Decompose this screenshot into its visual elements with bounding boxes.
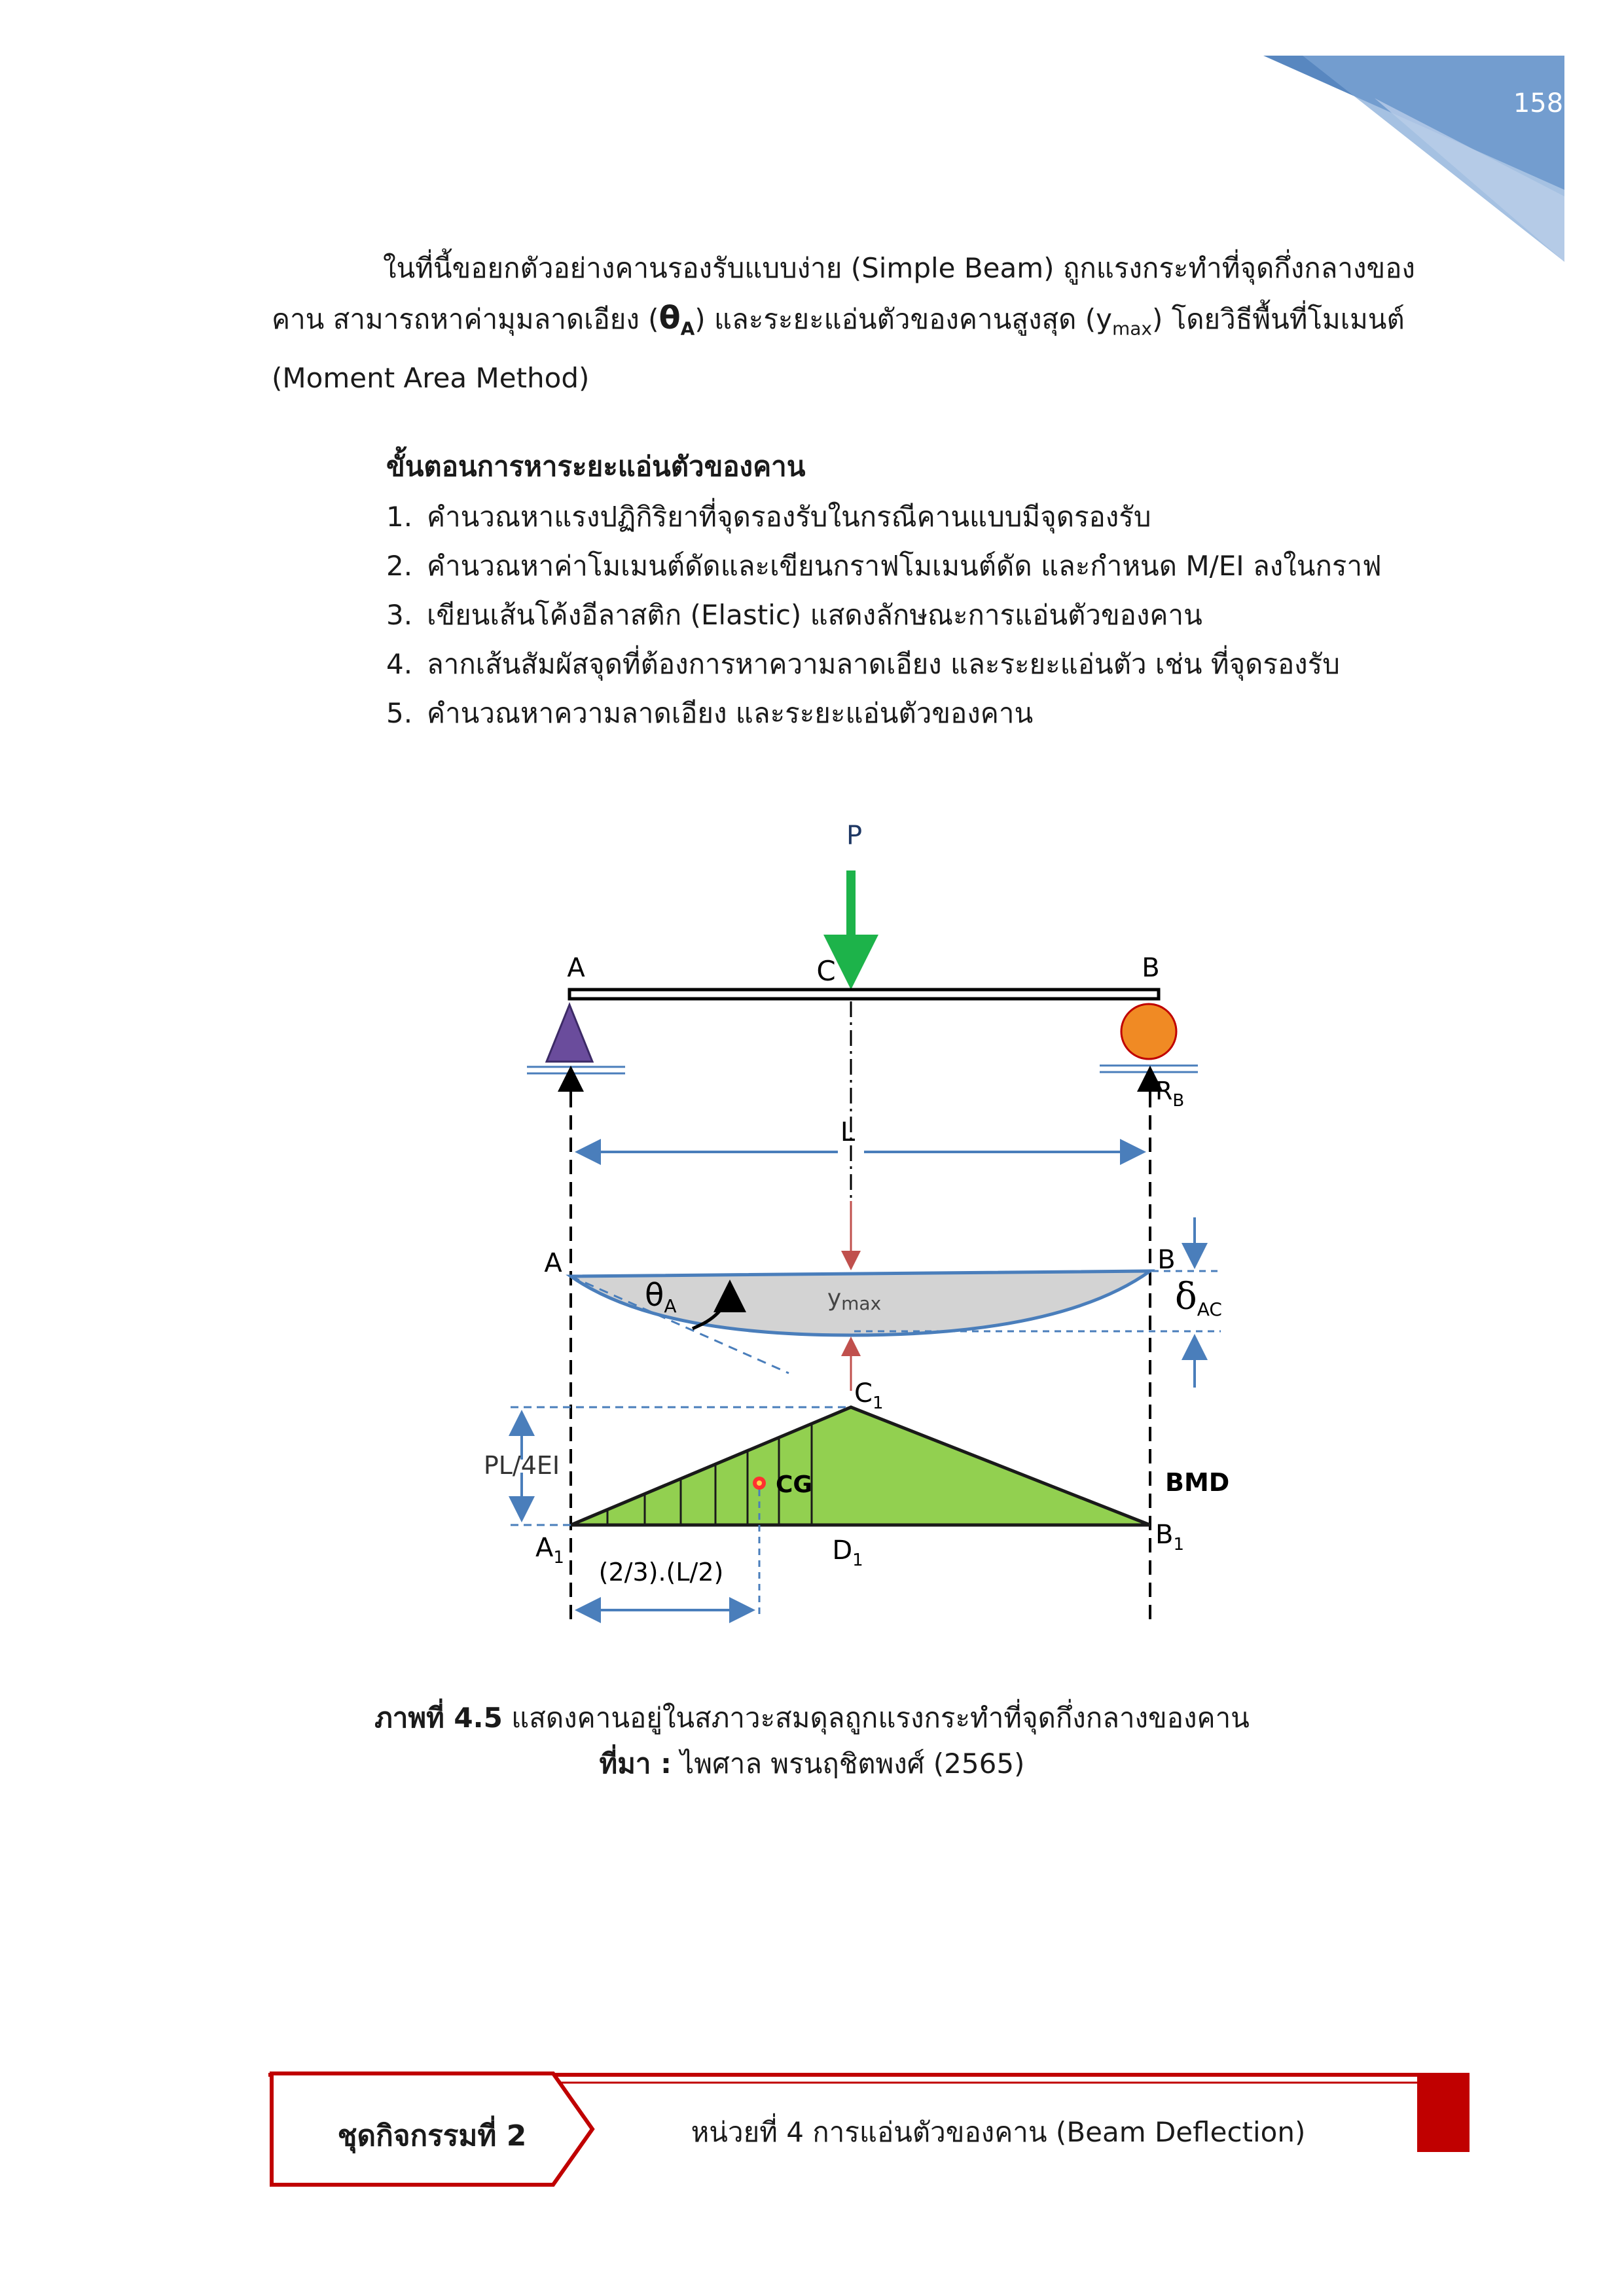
source-text: ไพศาล พรนฤชิตพงศ์ (2565)	[671, 1748, 1025, 1780]
beam	[569, 990, 1159, 999]
label-c: C	[816, 955, 836, 987]
steps-title: ขั้นตอนการหาระยะแอ่นตัวของคาน	[386, 450, 806, 482]
delta-label: δAC	[1175, 1276, 1222, 1320]
label-a-top: A	[567, 953, 585, 983]
step-number: 4.	[386, 648, 413, 680]
steps-list	[386, 492, 1382, 738]
b1-label: $B_1$	[1155, 1520, 1184, 1554]
step-number: 5.	[386, 697, 413, 729]
bmd-label: BMD	[1165, 1468, 1230, 1497]
caption-line	[0, 1695, 1624, 1741]
moment-label: PL/4EI	[483, 1451, 560, 1480]
beam-diagram	[0, 805, 1624, 1656]
pin-support	[547, 1005, 592, 1062]
intro-text-3: ) โดยวิธีพื้นที่โมเมนต์ (Moment Area Method)	[272, 303, 1405, 395]
intro-text-2: ) และระยะแอ่นตัวของคานสูงสุด (y	[695, 303, 1112, 335]
theta-label: $\theta_A$	[645, 1277, 677, 1317]
page-number: 158	[1513, 88, 1564, 118]
span-label: L	[840, 1117, 856, 1147]
step-number: 3.	[386, 599, 413, 631]
source-line	[0, 1741, 1624, 1787]
cg-distance-label: (2/3).(L/2)	[598, 1558, 724, 1587]
step-text: คำนวณหาค่าโมเมนต์ดัดและเขียนกราฟโมเมนต์ดัด และกำหนด M/EI ลงในกราฟ	[427, 550, 1382, 582]
step-text: คำนวณหาแรงปฏิกิริยาที่จุดรองรับในกรณีคานแบบมีจุดรองรับ	[427, 501, 1151, 533]
step-text: เขียนเส้นโค้งอีลาสติก (Elastic) แสดงลักษณะการแอ่นตัวของคาน	[427, 599, 1202, 631]
bmd-triangle	[571, 1407, 1150, 1525]
step-item	[386, 689, 1382, 738]
load-label: P	[846, 821, 863, 851]
step-item	[386, 492, 1382, 541]
ymax-label: ymax	[827, 1285, 882, 1314]
corner-decoration	[0, 0, 1624, 275]
step-number: 1.	[386, 501, 413, 533]
step-item	[386, 590, 1382, 639]
step-text: ลากเส้นสัมผัสจุดที่ต้องการหาความลาดเอียง และระยะแอ่นตัว เช่น ที่จุดรองรับ	[427, 648, 1340, 680]
activity-label: ชุดกิจกรรมที่ 2	[337, 2119, 527, 2153]
reaction-label: $R_B$	[1155, 1077, 1185, 1111]
roller-support	[1121, 1004, 1176, 1059]
source-label: ที่มา :	[599, 1748, 672, 1780]
step-text: คำนวณหาความลาดเอียง และระยะแอ่นตัวของคาน	[427, 697, 1034, 729]
theta-symbol: θ	[659, 300, 681, 336]
ymax-subscript: max	[1111, 317, 1152, 340]
d1-label: $D_1$	[832, 1535, 863, 1570]
step-item	[386, 541, 1382, 590]
theta-subscript: A	[680, 317, 695, 340]
figure-caption	[0, 1695, 1624, 1787]
intro-paragraph	[272, 243, 1463, 403]
intro-text-1: ในที่นี้ขอยกตัวอย่างคานรองรับแบบง่าย (Simple Beam) ถูกแรงกระทำที่จุดกึ่งกลางของคาน สามารถหาค่ามุมลาดเอียง (	[272, 252, 1415, 335]
label-a-mid: A	[544, 1248, 562, 1278]
figure-text: แสดงคานอยู่ในสภาวะสมดุลถูกแรงกระทำที่จุดกึ่งกลางของคาน	[502, 1702, 1250, 1734]
cg-label: CG	[776, 1471, 812, 1498]
a1-label: $A_1$	[535, 1533, 564, 1568]
step-number: 2.	[386, 550, 413, 582]
c1-label: $C_1$	[854, 1378, 884, 1413]
step-item	[386, 639, 1382, 689]
label-b-mid: B	[1157, 1245, 1176, 1275]
figure-label: ภาพที่ 4.5	[374, 1702, 503, 1734]
label-b-top: B	[1142, 953, 1160, 983]
cg-dot-core	[757, 1480, 762, 1486]
unit-label: หน่วยที่ 4 การแอ่นตัวของคาน (Beam Deflection)	[691, 2116, 1306, 2148]
